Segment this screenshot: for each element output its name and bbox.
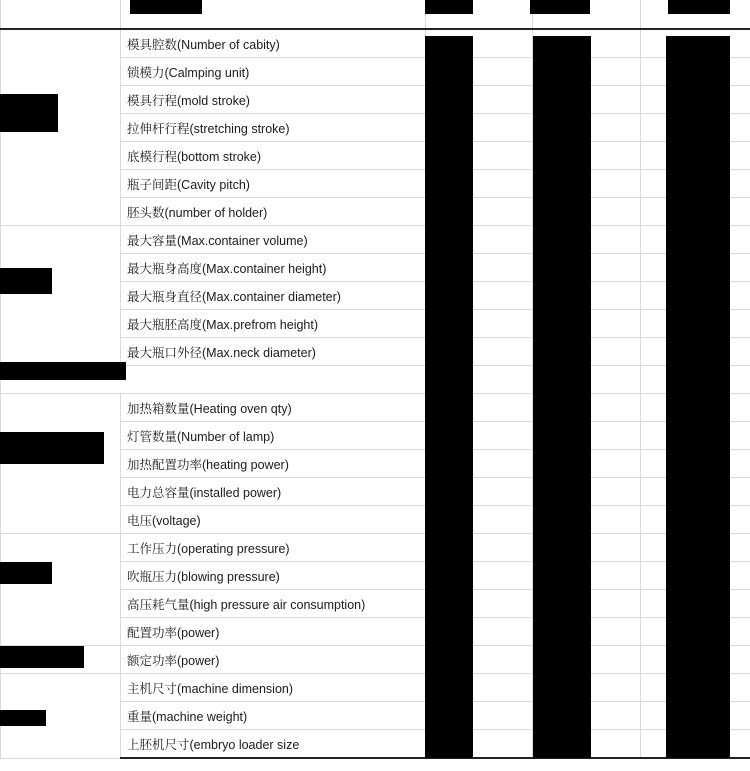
redaction-group-4 (0, 432, 104, 464)
redaction-values-col2 (533, 36, 591, 758)
table-row (1, 226, 750, 254)
redaction-values-col1 (425, 36, 473, 758)
table-row (1, 394, 750, 422)
item-label: 最大瓶口外径(Max.neck diameter) (121, 338, 426, 366)
item-label: 拉伸杆行程(stretching stroke) (121, 114, 426, 142)
item-label: 主机尺寸(machine dimension) (121, 674, 426, 702)
item-label: 电压(voltage) (121, 506, 426, 534)
item-label: 高压耗气量(high pressure air consumption) (121, 590, 426, 618)
item-label: 额定功率(power) (121, 646, 426, 674)
redaction-values-col3 (666, 36, 730, 758)
table-header-row (1, 0, 750, 29)
table-row (1, 534, 750, 562)
item-label: 灯管数量(Number of lamp) (121, 422, 426, 450)
redaction-header-v3 (668, 0, 730, 14)
item-label: 模具行程(mold stroke) (121, 86, 426, 114)
item-label: 加热箱数量(Heating oven qty) (121, 394, 426, 422)
table-row (1, 29, 750, 58)
item-label: 最大瓶身高度(Max.container height) (121, 254, 426, 282)
redaction-header-v1 (425, 0, 473, 14)
item-label: 模具腔数(Number of cabity) (121, 29, 426, 58)
redaction-group-1 (0, 94, 58, 132)
group-cell (1, 534, 121, 646)
item-label: 吹瓶压力(blowing pressure) (121, 562, 426, 590)
item-label: 电力总容量(installed power) (121, 478, 426, 506)
item-label: 配置功率(power) (121, 618, 426, 646)
redaction-group-2 (0, 268, 52, 294)
item-label: 加热配置功率(heating power) (121, 450, 426, 478)
item-label: 底模行程(bottom stroke) (121, 142, 426, 170)
item-label: 瓶子间距(Cavity pitch) (121, 170, 426, 198)
redaction-group-6 (0, 646, 84, 668)
group-cell (1, 226, 121, 366)
table-row (1, 646, 750, 674)
redaction-header-item (130, 0, 202, 14)
item-label: 最大瓶胚高度(Max.prefrom height) (121, 310, 426, 338)
item-label: 重量(machine weight) (121, 702, 426, 730)
table-body (1, 29, 750, 758)
item-label: 最大瓶身直径(Max.container diameter) (121, 282, 426, 310)
table-row (1, 674, 750, 702)
redaction-header-v2 (530, 0, 590, 14)
item-label: 最大容量(Max.container volume) (121, 226, 426, 254)
item-label: 胚头数(number of holder) (121, 198, 426, 226)
redaction-group-7 (0, 710, 46, 726)
header-group (1, 0, 121, 29)
item-label: 上胚机尺寸(embryo loader size (121, 730, 426, 759)
redaction-group-5 (0, 562, 52, 584)
redaction-group-3 (0, 362, 126, 380)
item-label: 工作压力(operating pressure) (121, 534, 426, 562)
item-label: 锁模力(Calmping unit) (121, 58, 426, 86)
